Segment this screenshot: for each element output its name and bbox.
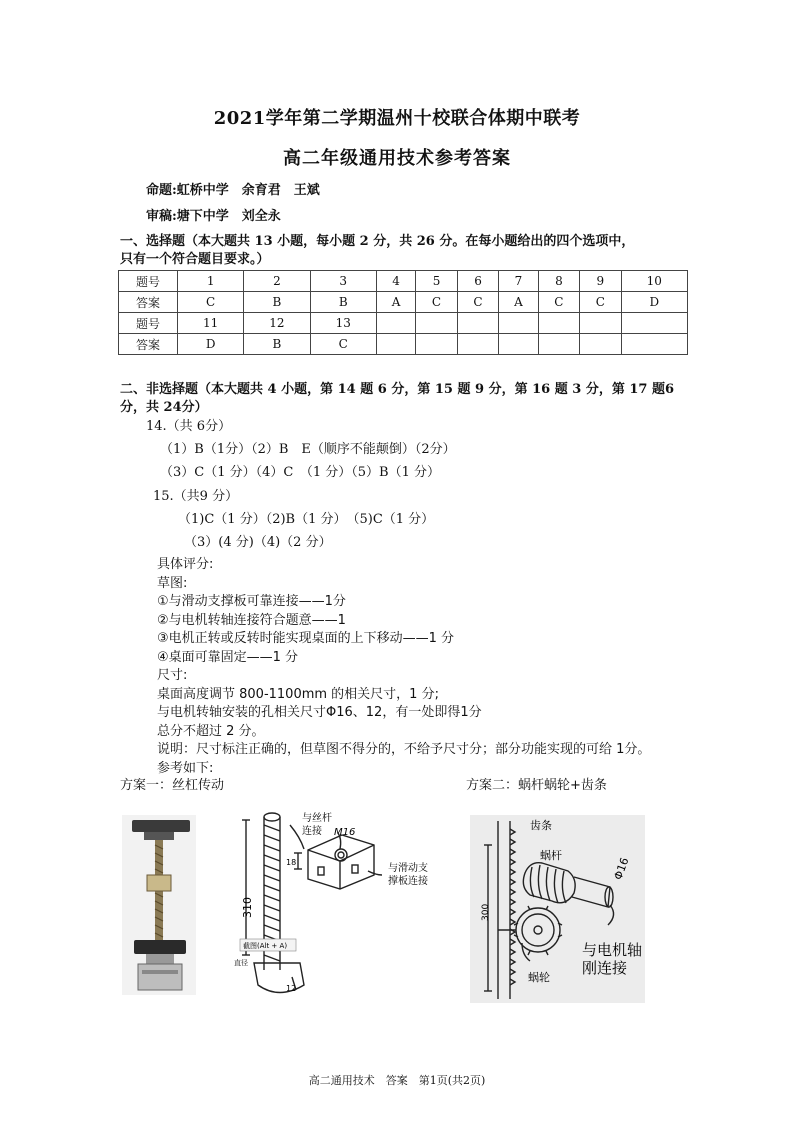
table-row-header: 题号	[119, 271, 178, 292]
sketch1-label-plate: 与滑动支	[388, 863, 428, 874]
page-title: 2021学年第二学期温州十校联合体期中联考	[213, 108, 581, 129]
table-cell: 7	[499, 271, 538, 292]
table-row-header: 答案	[119, 292, 178, 313]
table-cell	[499, 334, 538, 355]
q14-title: 14.（共 6分）	[146, 419, 232, 434]
table-cell: C	[457, 292, 498, 313]
table-cell: C	[580, 292, 621, 313]
table-cell	[538, 313, 579, 334]
page-footer: 高二通用技术 答案 第1页(共2页)	[308, 1074, 486, 1087]
sketch2-label-rack: 齿条	[530, 819, 552, 832]
table-row	[119, 313, 688, 334]
detail-line: 总分不超过 2 分。	[157, 723, 265, 739]
detail-line: ①与滑动支撑板可靠连接——1分	[157, 594, 346, 609]
sketch1-dim-18: 18	[286, 858, 297, 867]
sketch1-dim-12: 12	[286, 984, 297, 993]
scheme1-label: 方案一：丝杠传动	[120, 778, 225, 793]
table-cell: 1	[178, 271, 244, 292]
detail-line: 参考如下:	[157, 760, 214, 776]
table-cell: 12	[244, 313, 310, 334]
sketch2-dim-300: 300	[481, 903, 491, 921]
table-cell	[416, 334, 457, 355]
table-cell: 11	[178, 313, 244, 334]
table-row	[119, 334, 688, 355]
table-cell: 4	[376, 271, 415, 292]
q14-line1: （1）B（1分）（2）B E（顺序不能颠倒）（2分）	[160, 442, 456, 457]
table-cell	[457, 313, 498, 334]
sketch1-label-screw: 与丝杆	[302, 813, 332, 824]
sketch1-small-label: 直径	[234, 959, 248, 967]
sketch2-label-worm: 蜗杆	[540, 849, 562, 862]
detail-line: 具体评分:	[157, 557, 214, 572]
table-cell	[621, 334, 687, 355]
sketch1-screenshot-tag: 截图(Alt + A)	[243, 942, 288, 950]
table-cell: 6	[457, 271, 498, 292]
q14-line2: （3）C（1 分）（4）C （1 分）（5）B（1 分）	[160, 465, 440, 480]
detail-line: 说明：尺寸标注正确的，但草图不得分的，不给予尺寸分；部分功能实现的可给 1分。	[157, 742, 651, 757]
table-cell: C	[310, 334, 376, 355]
q15-title: 15.（共9 分）	[153, 489, 239, 504]
section1-heading-line2: 只有一个符合题目要求。）	[120, 252, 270, 267]
table-cell: 2	[244, 271, 310, 292]
sketch2-motor-line1: 与电机轴	[582, 941, 643, 959]
table-cell: 9	[580, 271, 621, 292]
table-cell: C	[538, 292, 579, 313]
detail-line: 桌面高度调节 800-1100mm 的相关尺寸，1 分;	[157, 686, 439, 702]
worm-rack-sketch	[470, 815, 645, 1003]
section2-heading-line2: 分，共 24分）	[120, 400, 208, 415]
sketch2-motor-line2: 刚连接	[582, 959, 628, 977]
detail-line: ②与电机转轴连接符合题意——1	[157, 612, 346, 628]
q15-line1: （1)C（1 分）（2)B（1 分） （5)C（1 分）	[178, 512, 435, 527]
section1-heading-line1: 一、选择题（本大题共 13 小题，每小题 2 分，共 26 分。在每小题给出的四个选项中，	[120, 234, 635, 249]
proposer: 命题:虹桥中学 余育君 王斌	[146, 183, 320, 198]
table-cell	[621, 313, 687, 334]
detail-line: 草图:	[157, 575, 188, 591]
table-cell	[538, 334, 579, 355]
table-cell: 3	[310, 271, 376, 292]
table-cell	[376, 313, 415, 334]
sketch1-dim-310: 310	[241, 897, 254, 918]
table-cell	[376, 334, 415, 355]
table-row-header: 答案	[119, 334, 178, 355]
table-cell: C	[178, 292, 244, 313]
section2-heading-line1: 二、非选择题（本大题共 4 小题，第 14 题 6 分，第 15 题 9 分，第 16 题 3 分，第 17 题6	[120, 382, 675, 397]
scoring-details	[157, 556, 650, 778]
section2-heading	[120, 381, 674, 417]
table-cell: 5	[416, 271, 457, 292]
reviewer: 审稿:塘下中学 刘全永	[146, 209, 281, 224]
answer-table	[118, 270, 688, 355]
table-cell: B	[244, 292, 310, 313]
table-cell: D	[178, 334, 244, 355]
table-cell: C	[416, 292, 457, 313]
detail-line: 与电机转轴安装的孔相关尺寸Φ16、12，有一处即得1分	[157, 705, 482, 720]
screw-lift-photo	[122, 815, 196, 995]
table-cell: A	[499, 292, 538, 313]
table-cell: 13	[310, 313, 376, 334]
page-subtitle: 高二年级通用技术参考答案	[283, 148, 511, 169]
sketch1-label-plate2: 撑板连接	[388, 876, 428, 887]
table-cell: D	[621, 292, 687, 313]
sketch2-dim-phi16: Φ16	[611, 855, 632, 882]
detail-line: ③电机正转或反转时能实现桌面的上下移动——1 分	[157, 631, 455, 646]
scheme2-label: 方案二：蜗杆蜗轮+齿条	[466, 778, 607, 793]
table-cell	[580, 334, 621, 355]
table-cell: B	[310, 292, 376, 313]
table-cell	[416, 313, 457, 334]
table-cell: A	[376, 292, 415, 313]
detail-line: 尺寸:	[157, 668, 188, 683]
table-cell	[580, 313, 621, 334]
screw-sketch	[234, 805, 454, 1005]
table-row	[119, 292, 688, 313]
table-cell: 8	[538, 271, 579, 292]
table-cell	[499, 313, 538, 334]
table-cell	[457, 334, 498, 355]
sketch1-label-m16: M16	[334, 827, 356, 838]
detail-line: ④桌面可靠固定——1 分	[157, 649, 299, 665]
table-cell: 10	[621, 271, 687, 292]
table-row	[119, 271, 688, 292]
sketch1-label-screw2: 连接	[302, 826, 322, 837]
table-row-header: 题号	[119, 313, 178, 334]
section1-heading	[120, 233, 634, 269]
sketch2-label-wheel: 蜗轮	[528, 971, 550, 984]
table-cell: B	[244, 334, 310, 355]
q15-line2: （3）(4 分)（4)（2 分）	[184, 535, 332, 550]
